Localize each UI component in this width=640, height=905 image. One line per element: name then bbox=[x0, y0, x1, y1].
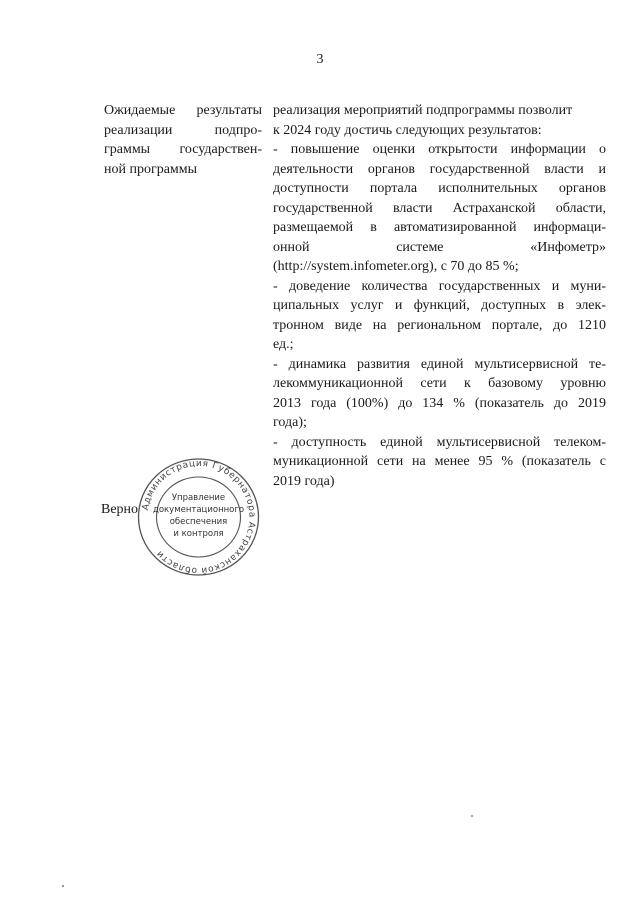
svg-text:документационного: документационного bbox=[152, 505, 245, 515]
content-line: - доступность единой мультисервисной телеком- bbox=[273, 434, 606, 450]
content-line: онной системе «Инфометр» bbox=[273, 239, 606, 255]
scan-speck bbox=[62, 885, 64, 887]
content-line: государственной власти Астраханской области, bbox=[273, 200, 606, 216]
svg-text:Администрация Губернатора Астр: Администрация Губернатора Астраханской области bbox=[140, 458, 257, 576]
row-label-line: реализации подпро- bbox=[104, 122, 262, 138]
content-line: размещаемой в автоматизированной информаци- bbox=[273, 220, 606, 235]
row-label-line: граммы государствен- bbox=[104, 142, 262, 157]
content-line: - динамика развития единой мультисервисной те- bbox=[273, 356, 606, 372]
svg-text:Управление: Управление bbox=[171, 493, 226, 503]
stamp-graphic bbox=[136, 456, 261, 578]
content-line: (http://system.infometer.org), с 70 до 85 %; bbox=[273, 259, 519, 274]
scan-speck bbox=[471, 815, 473, 817]
content-line: реализация мероприятий подпрограммы позволит bbox=[273, 103, 573, 118]
content-line: лекоммуникационной сети к базовому уровню bbox=[273, 376, 606, 391]
content-line: - повышение оценки открытости информации о bbox=[273, 142, 606, 157]
content-line: 2013 года (100%) до 134 % (показатель до 2019 bbox=[273, 395, 606, 411]
row-label-line: Ожидаемые результаты bbox=[104, 103, 262, 118]
content-line: 2019 года) bbox=[273, 473, 335, 489]
content-line: тронном виде на региональном портале, до 1210 bbox=[273, 317, 606, 333]
content-line: деятельности органов государственной власти и bbox=[273, 161, 606, 177]
row-content bbox=[273, 101, 606, 491]
svg-text:обеспечения: обеспечения bbox=[169, 517, 228, 527]
content-line: доступности портала исполнительных органов bbox=[273, 181, 606, 196]
content-line: ед.; bbox=[273, 337, 294, 352]
content-line: - доведение количества государственных и муни- bbox=[273, 278, 606, 294]
verno-label: Верно bbox=[101, 502, 139, 517]
page-number: 3 bbox=[316, 52, 324, 67]
official-stamp bbox=[136, 456, 261, 578]
content-line: муникационной сети на менее 95 % (показатель с bbox=[273, 454, 606, 469]
content-line: ципальных услуг и функций, доступных в элек- bbox=[273, 298, 606, 313]
row-label bbox=[104, 101, 262, 179]
row-label-line: ной программы bbox=[104, 161, 198, 177]
content-line: к 2024 году достичь следующих результатов: bbox=[273, 122, 542, 138]
svg-text:и контроля: и контроля bbox=[173, 529, 224, 539]
content-line: года); bbox=[273, 415, 307, 430]
